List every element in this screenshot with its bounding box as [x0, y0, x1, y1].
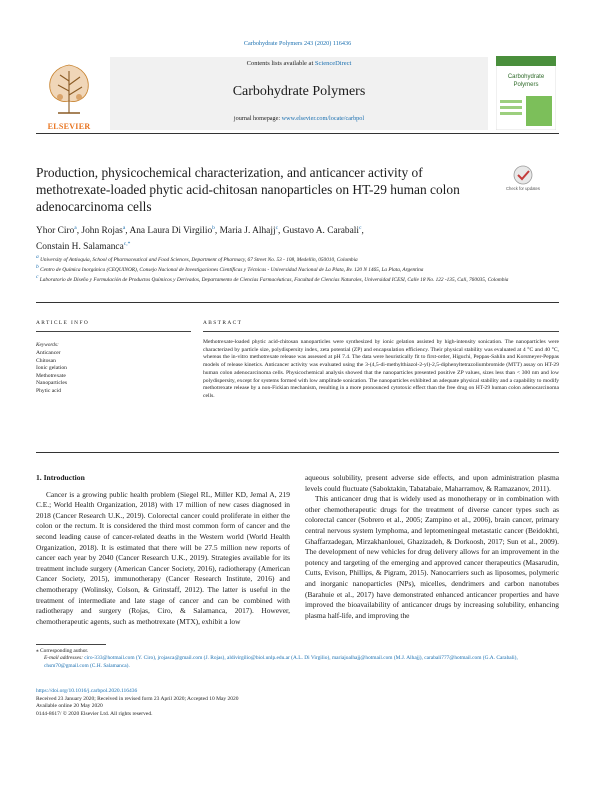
body-paragraph: This anticancer drug that is widely used as monotherapy or in combination with other chemotherapeutic drugs for the treatment of diverse cancer types such as colorectal cancer (Sobrero et al., 2005; Zampino et al., 2006), brain cancer, primary central nervous system lymphoma, and leptomeningeal metastatic cancer (Beidokhti, Ghaffarzadegan, Mirzakhanlouei, Ghazizadeh, & Dorkoosh, 2017; Sun et al., 2009). The development of new vehicles for drug delivery allows for an improvement in the potency and targeting of the emerging and approved cancer therapeutics (Masarudin, Cutts, Evison, Phillips, & Pigram, 2015). Nanocarriers such as liposomes, polymeric and inorganic nanoparticles (NPs), micelles, dendrimers and carbon nanotubes (Barahuie et al., 2017) have demonstrated enhanced anticancer properties and have improved the bioavailability of anticancer drugs by increasing solubility, enhancing plasma half-life, and improving the	[305, 494, 559, 620]
right-column	[305, 473, 559, 621]
svg-text:Carbohydrate: Carbohydrate	[507, 74, 545, 80]
svg-text:Polymers: Polymers	[513, 82, 539, 88]
affiliation: $^c$ Laboratorio de Diseño y Formulación de Productos Químicos y Derivados, Departamento de Ciencias Farmacéuticas, Facultad de Ciencias Naturales, Universidad ICESI, Calle 18 No. 122 -135, Cali, 760035, Colombia	[36, 274, 509, 284]
footnote-rule	[36, 644, 106, 645]
contents-line	[110, 60, 488, 67]
affiliations	[36, 254, 556, 285]
homepage-line	[110, 115, 488, 122]
check-updates-label: Check for updates	[506, 186, 540, 191]
affiliation-rule	[36, 302, 559, 303]
email-addresses: E-mail addresses: ciro-333@hotmail.com (Y. Ciro), jrojasca@gmail.com (J. Rojas), aldivirgilio@biol.unlp.edu.ar (A.L. Di Virgilio), mariajoalhajj@hotmail.com (M.J. Alhajj), carabali777@hotmail.com (G.A. Carabali), chsm70@gmail.com (C.H. Salamanca).	[44, 655, 518, 669]
keyword: Phytic acid	[36, 387, 62, 394]
journal-title: Carbohydrate Polymers	[232, 84, 366, 99]
affiliation: $^a$ University of Antioquia, School of Pharmaceutical and Food Sciences, Department of Pharmacy, 67 Street No. 53 - 108, Medellín, 050010, Colombia	[36, 254, 358, 263]
article-info-heading: ARTICLE INFO	[36, 320, 90, 326]
sciencedirect-link[interactable]: ScienceDirect	[314, 60, 352, 67]
author[interactable]: Maria J. Alhajj$^c$	[219, 225, 279, 237]
contents-prefix: Contents lists available at	[246, 60, 315, 67]
publication-info	[36, 688, 336, 718]
author[interactable]: John Rojas$^a$	[81, 225, 126, 237]
received-dates: Received 23 January 2020; Received in revised form 23 April 2020; Accepted 10 May 2020	[36, 695, 239, 702]
article-title: Production, physicochemical characterization, and anticancer activity of methotrexate-loaded phytic acid-chitosan nanoparticles on HT-29 human colon adenocarcinoma cells	[36, 165, 460, 214]
keyword: Chitosan	[36, 357, 56, 364]
keyword: Nanoparticles	[36, 380, 68, 387]
author[interactable]: Ana Laura Di Virgilio$^b$	[129, 225, 215, 237]
available-online: Available online 20 May 2020	[36, 703, 103, 709]
affiliation: $^b$ Centro de Química Inorgánica (CEQUINOR), Consejo Nacional de Investigaciones Científicas y Técnicas - Universidad Nacional de La Plata, Bv. 120 N 1465, La Plata, Argentina	[36, 264, 424, 273]
keywords-heading: Keywords:	[36, 342, 59, 348]
left-column	[36, 473, 290, 627]
elsevier-tree-logo	[38, 57, 100, 119]
body-paragraph: aqueous solubility, present adverse side effects, and upon administration plasma levels could fluctuate (Saboktakin, Tabatabaie, Maharramov, & Ramazanov, 2011).	[305, 473, 559, 493]
abstract-text: Methotrexate-loaded phytic acid-chitosan nanoparticles were synthesized by ionic gelation assisted by high-intensity sonication. The nanoparticles were characterized by particle size, polydispersity index, zeta potential (ZP) and encapsulation efficiency. Their physical stability was evaluated at 4 °C and 40 °C, whereas the in-vitro methotrexate release was assessed at pH 7.4. The data were heuristically fit to first-order, Higuchi, Peppas-Sahlin and Korsmeyer-Peppas models of release kinetics. Anticancer activity was evaluated using the 3-(4,5-di-methylthiazol-2-yl)-2,5-diphenyltetrazoliumbromide (MTT) assay on HT-29 human colon adenocarcinoma cells. Physicochemical analysis showed that the nanoparticles presented positive ZP values, sizes less than < 300 nm and low polydispersity, except for systems formed with low amplitude sonication. The nanoparticles exhibited an adequate physical stability and a capability to modify methotrexate release by a non-Fickian mechanism, resulting in a more pronounced cytotoxic effect than the free drug on HT-29 human colon adenocarcinoma cells.	[203, 339, 559, 400]
author[interactable]: Gustavo A. Carabali$^c$	[282, 225, 362, 237]
abstract-rule	[203, 331, 559, 332]
author[interactable]: Yhor Ciro$^a$	[36, 225, 77, 237]
author[interactable]: Constain H. Salamanca$^{c,*}$	[36, 240, 131, 252]
check-for-updates-icon[interactable]	[503, 164, 543, 194]
abstract-heading: ABSTRACT	[203, 320, 243, 326]
keyword: Methotrexate	[36, 372, 66, 379]
section-heading-introduction: 1. Introduction	[36, 473, 85, 482]
author-list: Yhor Ciro$^a$, John Rojas$^a$, Ana Laura Di Virgilio$^b$, Maria J. Alhajj$^c$, Gustavo A. Carabali$^c$, Constain H. Salamanca$^{c,*}$	[36, 225, 364, 252]
masthead-rule	[36, 133, 559, 134]
homepage-link[interactable]: www.elsevier.com/locate/carbpol	[281, 115, 365, 122]
email-links[interactable]: ciro-333@hotmail.com (Y. Ciro), jrojasca@gmail.com (J. Rojas), aldivirgilio@biol.unlp.edu.ar (A.L. Di Virgilio), mariajoalhajj@hotmail.com (M.J. Alhajj), carabali777@hotmail.com (G.A. Carabali), chsm70@gmail.com (C.H. Salamanca).	[44, 655, 518, 669]
corresponding-footnote	[36, 648, 559, 670]
body-paragraph: Cancer is a growing public health problem (Siegel RL, Miller KD, Jemal A, 219 C.E.; World Health Organization, 2018) with 17 million of new cases diagnosed in 2018 (Cancer Research U.K., 2019). Colorectal cancer could proliferate in either the colon or the rectum. It is considered the third most common form of cancer and the second leading cause of cancer-related deaths in the Western world (World Health Organization, 2018). It is estimated that there will be 27.5 million new reports of cancer each year by 2040 (Cancer Research U.K., 2019). Strategies available for its treatment include surgery (American Cancer Society, 2016), radiotherapy (American Cancer Society, 2015), immunotherapy (Cancer Research Institute, 2016) and chemotherapy (Wolinsky, Colson, & Grinstaff, 2012). The latter is useful in the treatment of intermediate and late stage of cancer and can be combined with radiotherapy and surgery (Rojas, Ciro, & Salamanca, 2017). However, chemotherapeutic agents, such as methotrexate (MTX), exhibit a low	[36, 489, 290, 626]
keywords-list	[36, 350, 67, 396]
keyword: Anticancer	[36, 350, 61, 356]
article-info-rule	[36, 331, 191, 332]
abstract-bottom-rule	[36, 452, 559, 453]
homepage-prefix: journal homepage:	[233, 115, 282, 122]
doi-link[interactable]: https://doi.org/10.1016/j.carbpol.2020.116436	[36, 688, 138, 694]
journal-reference[interactable]: Carbohydrate Polymers 243 (2020) 116436	[243, 40, 352, 47]
keyword: Ionic gelation	[36, 365, 67, 372]
corresponding-author-note: ⁎ Corresponding author.	[36, 648, 89, 654]
copyright: 0144-8617/ © 2020 Elsevier Ltd. All rights reserved.	[36, 710, 153, 717]
journal-cover-image	[496, 56, 556, 130]
elsevier-wordmark: ELSEVIER	[47, 122, 91, 131]
